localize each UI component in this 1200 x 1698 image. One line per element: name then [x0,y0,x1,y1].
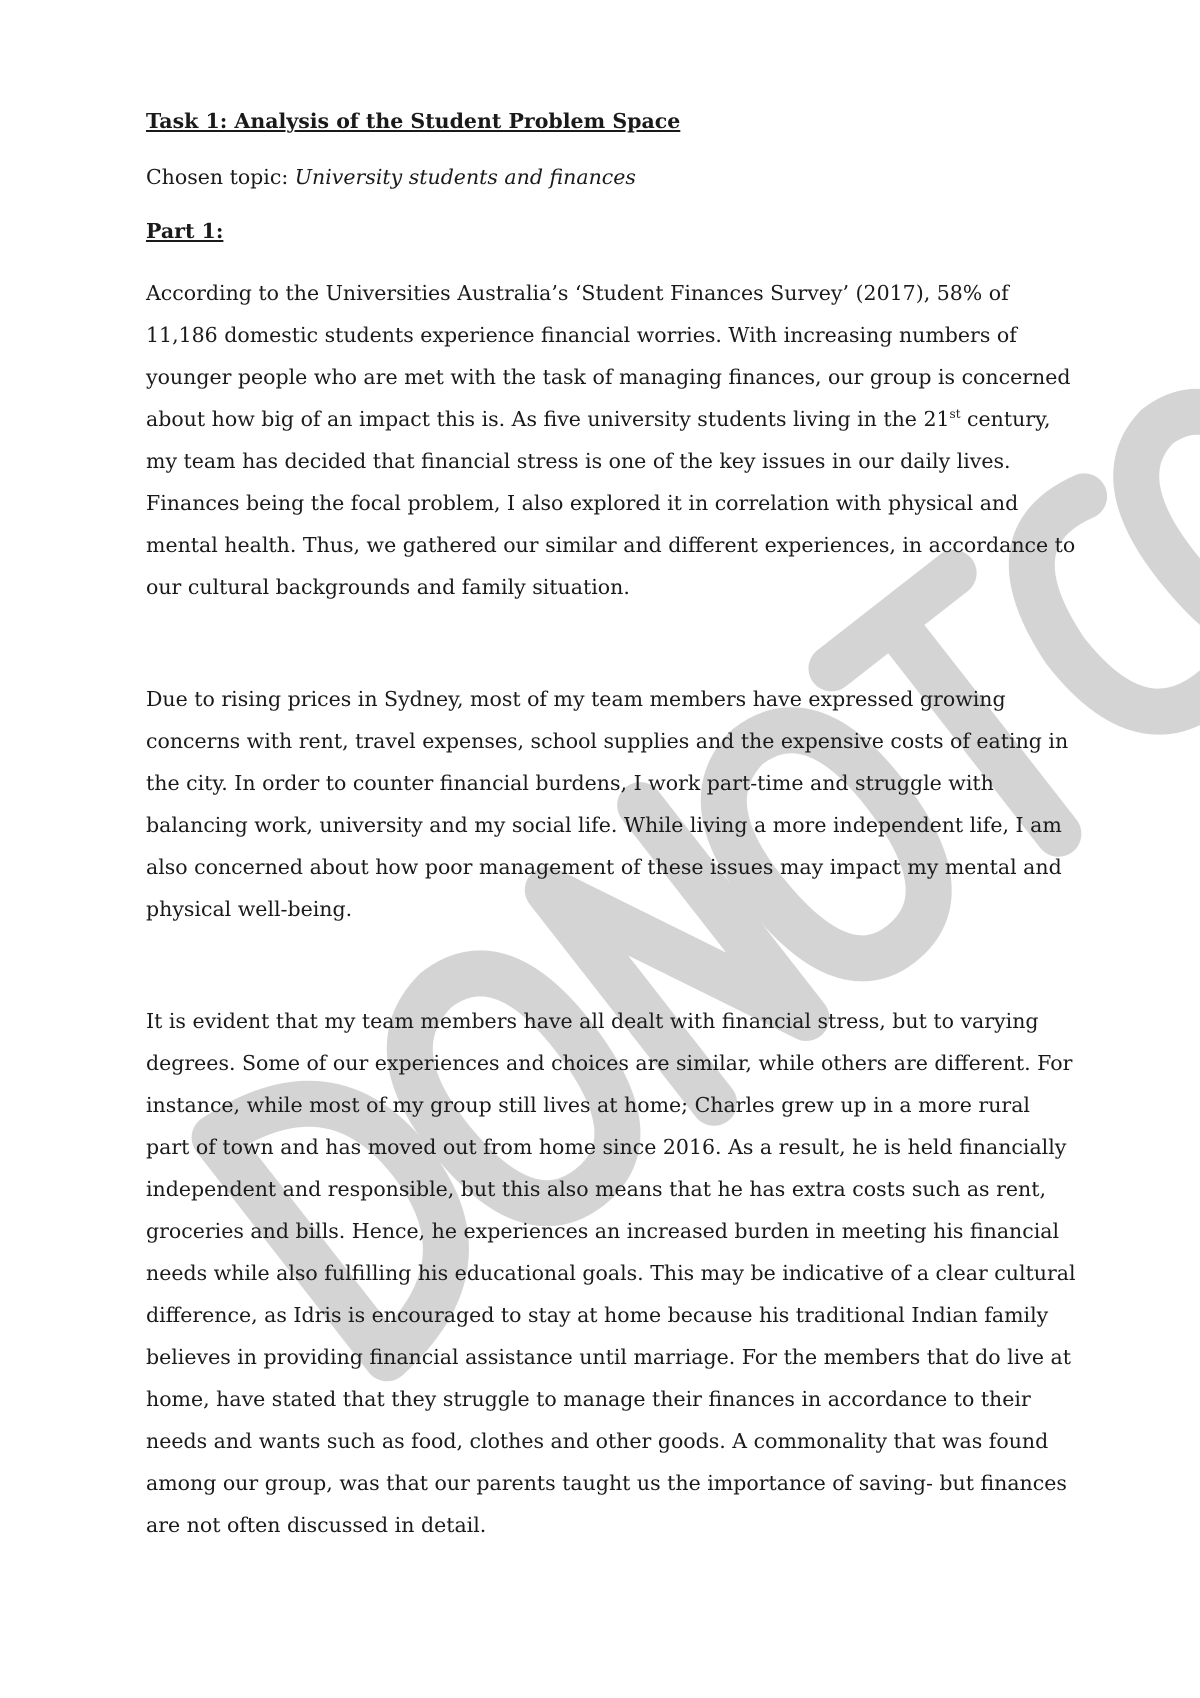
paragraph-1-text-b: century, my team has decided that financial stress is one of the key issues in our daily lives. Finances being the focal problem, I also explored it in correlation with physical and mental health. Thus, we gathered our similar and different experiences, in accordance to our cultural backgrounds and family situation. [146,407,1076,599]
ordinal-suffix: st [949,407,961,422]
part-title: Part 1: [146,219,224,243]
document-body [146,106,1076,1546]
chosen-topic-line [146,162,1076,192]
paragraph-1-text-a: According to the Universities Australia’s ‘Student Finances Survey’ (2017), 58% of 11,186 domestic students experience financial worries. With increasing numbers of younger people who are met with the task of managing finances, our group is concerned about how big of an impact this is. As five university students living in the 21 [146,281,1071,431]
topic-value: University students and finances [294,165,636,189]
topic-label: Chosen topic: [146,165,295,189]
paragraph-3: It is evident that my team members have all dealt with financial stress, but to varying degrees. Some of our experiences and choices are similar, while others are different. For instance, while most of my group still lives at home; Charles grew up in a more rural part of town and has moved out from home since 2016. As a result, he is held financially independent and responsible, but this also means that he has extra costs such as rent, groceries and bills. Hence, he experiences an increased burden in meeting his financial needs while also fulfilling his educational goals. This may be indicative of a clear cultural difference, as Idris is encouraged to stay at home because his traditional Indian family believes in providing financial assistance until marriage. For the members that do live at home, have stated that they struggle to manage their finances in accordance to their needs and wants such as food, clothes and other goods. A commonality that was found among our group, was that our parents taught us the importance of saving- but finances are not often discussed in detail. [146,1009,1076,1537]
paragraph-2: Due to rising prices in Sydney, most of my team members have expressed growing concerns with rent, travel expenses, school supplies and the expensive costs of eating in the city. In order to counter financial burdens, I work part-time and struggle with balancing work, university and my social life. While living a more independent life, I am also concerned about how poor management of these issues may impact my mental and physical well-being. [146,687,1069,921]
paragraph-1 [146,272,1076,608]
task-title: Task 1: Analysis of the Student Problem Space [146,109,681,133]
